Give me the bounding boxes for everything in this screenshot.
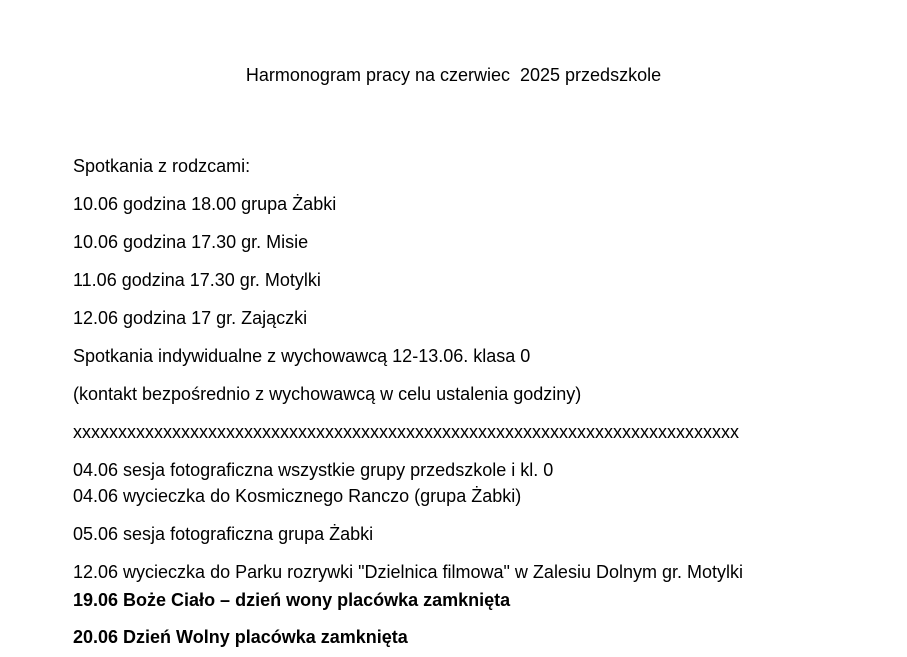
separator-line: xxxxxxxxxxxxxxxxxxxxxxxxxxxxxxxxxxxxxxxxxxxxxxxxxxxxxxxxxxxxxxxxxxxxxxxxxx [73, 422, 739, 442]
event-item: 04.06 wycieczka do Kosmicznego Ranczo (grupa Żabki) [73, 486, 522, 506]
event-item: 05.06 sesja fotograficzna grupa Żabki [73, 524, 374, 544]
event-item: 04.06 sesja fotograficzna wszystkie grupy przedszkole i kl. 0 [73, 460, 554, 480]
closure-item: 19.06 Boże Ciało – dzień wony placówka zamknięta [73, 590, 511, 610]
meeting-item: 12.06 godzina 17 gr. Zajączki [73, 308, 308, 328]
closure-item: 20.06 Dzień Wolny placówka zamknięta [73, 627, 408, 647]
meeting-item: 11.06 godzina 17.30 gr. Motylki [73, 270, 321, 290]
event-item: 12.06 wycieczka do Parku rozrywki "Dzielnica filmowa" w Zalesiu Dolnym gr. Motylki [73, 562, 743, 582]
individual-meetings: Spotkania indywidualne z wychowawcą 12-13.06. klasa 0 [73, 346, 531, 366]
document-title: Harmonogram pracy na czerwiec 2025 przedszkole [245, 65, 662, 85]
meetings-heading: Spotkania z rodzcami: [73, 156, 251, 176]
meeting-item: 10.06 godzina 18.00 grupa Żabki [73, 194, 337, 214]
meeting-item: 10.06 godzina 17.30 gr. Misie [73, 232, 309, 252]
contact-note: (kontakt bezpośrednio z wychowawcą w celu ustalenia godziny) [73, 384, 582, 404]
